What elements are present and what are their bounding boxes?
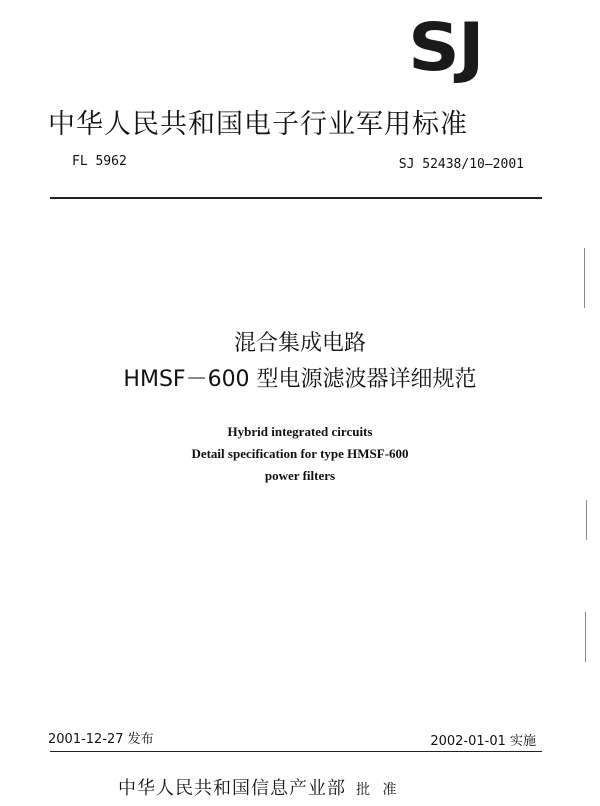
standard-logo: SJ: [408, 8, 483, 86]
english-title-line-1: Hybrid integrated circuits: [227, 424, 373, 439]
chinese-title-line-2: HMSF－600 型电源滤波器详细规范: [123, 367, 477, 392]
scan-edge-mark: [586, 500, 587, 540]
header-divider: [50, 197, 542, 199]
approver-line: [118, 774, 400, 800]
footer-divider: [50, 751, 542, 752]
standard-number: SJ 52438/10—2001: [398, 157, 524, 172]
scan-edge-mark: [585, 612, 586, 662]
issue-date: 2001-12-27 发布: [48, 732, 154, 747]
approval-word: 批 准: [356, 782, 401, 798]
organization-standard-title: 中华人民共和国电子行业军用标准: [48, 109, 468, 140]
english-title-line-2: Detail specification for type HMSF-600: [191, 446, 409, 461]
scan-edge-mark: [584, 248, 585, 308]
english-title-line-3: power filters: [264, 468, 336, 483]
chinese-title-line-1: 混合集成电路: [233, 331, 366, 356]
implementation-date: 2002-01-01 实施: [430, 734, 536, 749]
classification-code: FL 5962: [72, 154, 127, 169]
approver-organization: 中华人民共和国信息产业部: [118, 778, 346, 799]
